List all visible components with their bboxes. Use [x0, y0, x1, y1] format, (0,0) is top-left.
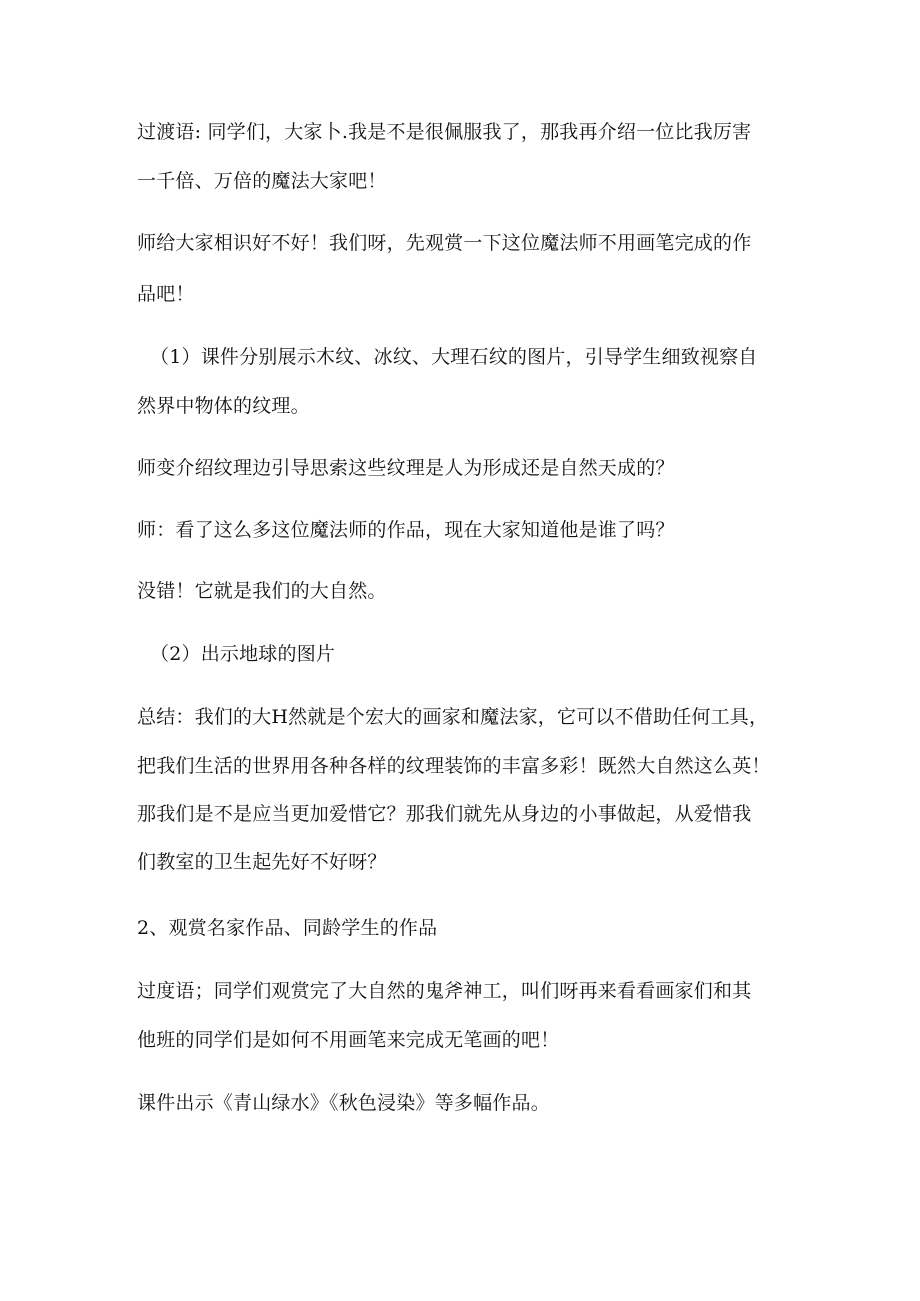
- text-line: 品吧！: [137, 283, 195, 305]
- text-line: 师给大家相识好不好！我们呀，先观赏一下这位魔法师不用画笔完成的作: [137, 232, 752, 254]
- text-line: （1）课件分别展示木纹、冰纹、大理石纹的图片，引导学生细致视察自: [150, 346, 758, 368]
- section-heading: 2、观赏名家作品、同龄学生的作品: [137, 917, 438, 939]
- text-line: 师：看了这么多这位魔法师的作品，现在大家知道他是谁了吗？: [137, 519, 675, 541]
- text-line: 过渡语: 同学们，大家卜.我是不是很佩服我了，那我再介绍一位比我厉害: [137, 121, 752, 143]
- text-line: 然界中物体的纹理。: [137, 395, 310, 417]
- text-line: 师变介绍纹理边引导思索这些纹理是人为形成还是自然天成的？: [137, 457, 675, 479]
- text-line: 们教室的卫生起先好不好呀？: [137, 851, 387, 873]
- text-line: （2）出示地球的图片: [150, 643, 336, 665]
- text-line: 没错！它就是我们的大自然。: [137, 580, 387, 602]
- text-line: 过度语；同学们观赏完了大自然的鬼斧神工，叫们呀再来看看画家们和其: [137, 980, 752, 1002]
- text-line: 那我们是不是应当更加爱惜它？那我们就先从身边的小事做起，从爱惜我: [137, 803, 752, 825]
- text-line: 把我们生活的世界用各种各样的纹理装饰的丰富多彩！既然大自然这么英！: [137, 755, 771, 777]
- text-line: 一千倍、万倍的魔法大家吧！: [137, 170, 387, 192]
- text-line: 总结：我们的大H然就是个宏大的画家和魔法家，它可以不借助任何工具，: [137, 706, 769, 728]
- text-line: 课件出示《青山绿水》《秋色浸染》等多幅作品。: [137, 1092, 550, 1114]
- text-line: 他班的同学们是如何不用画笔来完成无笔画的吧！: [137, 1029, 560, 1051]
